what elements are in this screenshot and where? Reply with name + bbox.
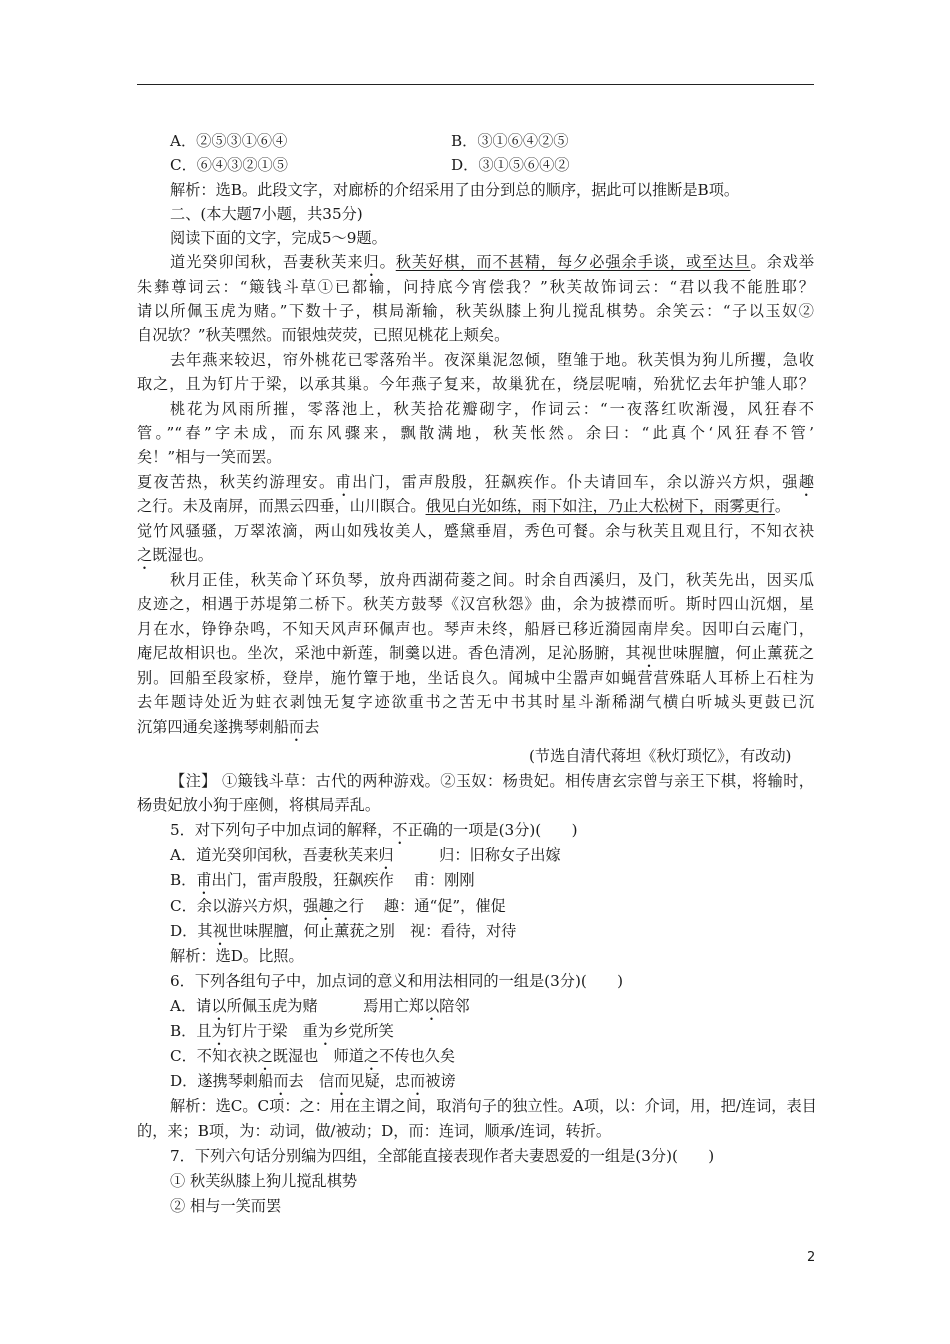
passage-line: 觉竹风骚骚，万翠浓滴，两山如残妆美人，蹙黛垂眉，秀色可餐。余与秋芙且观且行，不知衣袂 [137,522,814,540]
underlined-sentence: 秋芙好棋，而不甚精，每夕必强余手谈，或至达旦 [395,253,751,271]
dotted-word: 归 [363,253,380,271]
passage-line: 取之，且为钉片于梁，以承其巢。今年燕子复来，故巢犹在，绕层呢喃，殆犹忆去年护雏人耶？ [137,375,814,393]
dotted-word: 甫 [335,473,353,491]
passage-line: 沉第四通矣遂携琴刺船而去 [137,718,320,736]
passage-line: 别。回船至段家桥，登岸，施竹簟于地，坐话良久。闻城中尘嚣声如蝇营营殊聒人耳桥上石柱为 [137,669,814,687]
q6-analysis: 解析：选C。C项：之：用在主谓之间，取消句子的独立性。A项，以：介词，用，把/连词，表目 [170,1097,817,1115]
q6-option-d: D．遂携琴刺船而去 信而见疑，忠而被谤 [170,1072,456,1090]
passage-line: 之既湿也。 [137,546,213,564]
passage-line: 自况欤？”秋芙嘿然。而银烛荧荧，已照见桃花上颊矣。 [137,326,510,344]
passage-line: 去年题诗处近为蛀衣剥蚀无复字迹欲重书之苦无中书其时星斗渐稀湖气横白听城头更鼓已沉 [137,693,814,711]
q5-analysis: 解析：选D。比照。 [170,947,304,965]
dotted-word: 趣 [318,897,334,915]
dotted-word: 为 [317,1022,334,1040]
passage-line: 夏夜苦热，秋芙约游理安。甫出门，雷声殷殷，狂飙疾作。仆夫请回车，余以游兴方炽，强趣 [137,473,815,491]
passage-line: 桃花为风雨所摧，零落池上，秋芙拾花瓣砌字，作词云：“一夜落红吹渐漫，风狂春不 [170,400,814,418]
q6-option-b: B．且为钉片于梁 重为乡党所笑 [170,1022,394,1040]
dotted-word: 之 [257,1047,273,1065]
passage-line: 月在水，铮铮杂鸣，不知天风声环佩声也。琴声未终，船唇已移近漪园南岸矣。因叩白云庵门， [137,620,814,638]
dotted-word: 以 [211,997,227,1015]
dotted-word: 甫 [196,871,212,889]
passage-line: 庵尼故相识也。坐次，采池中新莲，制羹以进。香色清冽，足沁肠腑，其视世味腥膻，何止薰莸之 [137,644,815,662]
passage-line: 之行。未及南屏，而黑云四垂，山川瞑合。俄见白光如练，雨下如注，乃止大松树下，雨雾更行。 [137,497,791,515]
header-rule [137,84,814,85]
question-7: 7．下列六句话分别编为四组，全部能直接表现作者夫妻恩爱的一组是(3分)( ) [170,1147,715,1165]
dotted-word: 而 [334,1072,350,1090]
dotted-word: 之 [137,546,153,564]
dotted-word: 之 [363,1047,380,1065]
dotted-word: 不 [392,821,408,839]
q7-item: ② 相与一笑而罢 [170,1197,282,1215]
option-d: D．③①⑤⑥④② [451,156,570,174]
underlined-sentence: 俄见白光如练，雨下如注，乃止大松树下，雨雾更行 [425,497,775,515]
dotted-word: 而 [288,718,305,736]
dotted-word: 而 [410,1072,426,1090]
page-number: 2 [807,1250,816,1265]
dotted-word: 而 [273,1072,289,1090]
instruction: 阅读下面的文字，完成5～9题。 [170,229,387,247]
dotted-word: 视 [212,922,228,940]
q6-option-c: C．不知衣袂之既湿也 师道之不传也久矣 [170,1047,455,1065]
question-6: 6．下列各组句子中，加点词的意义和用法相同的一组是(3分)( ) [170,972,624,990]
footnote: 杨贵妃放小狗于座侧，将棋局弄乱。 [137,796,380,814]
q6-analysis: 的，来；B项，为：动词，做/被动；D，而：连词，顺承/连词，转折。 [137,1122,612,1140]
passage-line: 管。”“春”字未成，而东风骤来，飘散满地，秋芙怅然。余曰：“此真个‘风狂春不管’ [137,424,814,442]
q5-option-d: D．其视世味腥膻，何止薰莸之别 视：看待，对待 [170,922,517,940]
passage-line: 请以所佩玉虎为赌。”下数十子，棋局渐输，秋芙纵膝上狗儿搅乱棋势。余笑云：“子以玉奴② [137,302,814,320]
dotted-word: 视 [641,644,658,662]
source-citation: (节选自清代蒋坦《秋灯琐忆》，有改动) [529,747,792,765]
q5-option-b: B．甫出门，雷声殷殷，狂飙疾作 甫：刚刚 [170,871,475,889]
footnote: 【注】 ①簸钱斗草：古代的两种游戏。②玉奴：杨贵妃。相传唐玄宗曾与亲王下棋，将输时， [170,772,814,790]
q6-option-a: A．请以所佩玉虎为赌 焉用亡郑以陪邻 [170,997,470,1015]
option-c: C．⑥④③②①⑤ [170,156,288,174]
analysis-4: 解析：选B。此段文字，对廊桥的介绍采用了由分到总的顺序，据此可以推断是B项。 [170,181,740,199]
dotted-word: 以 [423,997,440,1015]
passage-line: 矣！”相与一笑而罢。 [137,448,282,466]
passage-line: 道光癸卯闰秋，吾妻秋芙来归。秋芙好棋，而不甚精，每夕必强余手谈，或至达旦。余戏举 [170,253,815,271]
q5-option-a: A．道光癸卯闰秋，吾妻秋芙来归 归：旧称女子出嫁 [170,846,561,864]
dotted-word: 归 [378,846,394,864]
passage-line: 秋月正佳，秋芙命丫环负琴，放舟西湖荷菱之间。时余自西溪归，及门，秋芙先出，因买瓜 [170,571,814,589]
passage-line: 皮迹之，相遇于苏堤第二桥下。秋芙方鼓琴《汉宫秋怨》曲，余为披襟而听。斯时四山沉烟，星 [137,595,814,613]
option-b: B．③①⑥④②⑤ [451,132,569,150]
dotted-word: 为 [211,1022,227,1040]
option-a: A．②⑤③①⑥④ [170,132,288,150]
passage-line: 朱彝尊词云：“簸钱斗草①已都输，问持底今宵偿我？”秋芙故饰词云：“君以我不能胜耶？ [137,278,814,296]
section-heading: 二、(本大题7小题，共35分) [170,205,363,223]
question-5: 5．对下列句子中加点词的解释，不正确的一项是(3分)( ) [170,821,578,839]
q7-item: ① 秋芙纵膝上狗儿搅乱棋势 [170,1172,358,1190]
q5-option-c: C．余以游兴方炽，强趣之行 趣：通“促”，催促 [170,897,506,915]
passage-line: 去年燕来较迟，帘外桃花已零落殆半。夜深巢泥忽倾，堕雏于地。秋芙惧为狗儿所攫，急收 [170,351,814,369]
dotted-word: 趣 [798,473,815,491]
